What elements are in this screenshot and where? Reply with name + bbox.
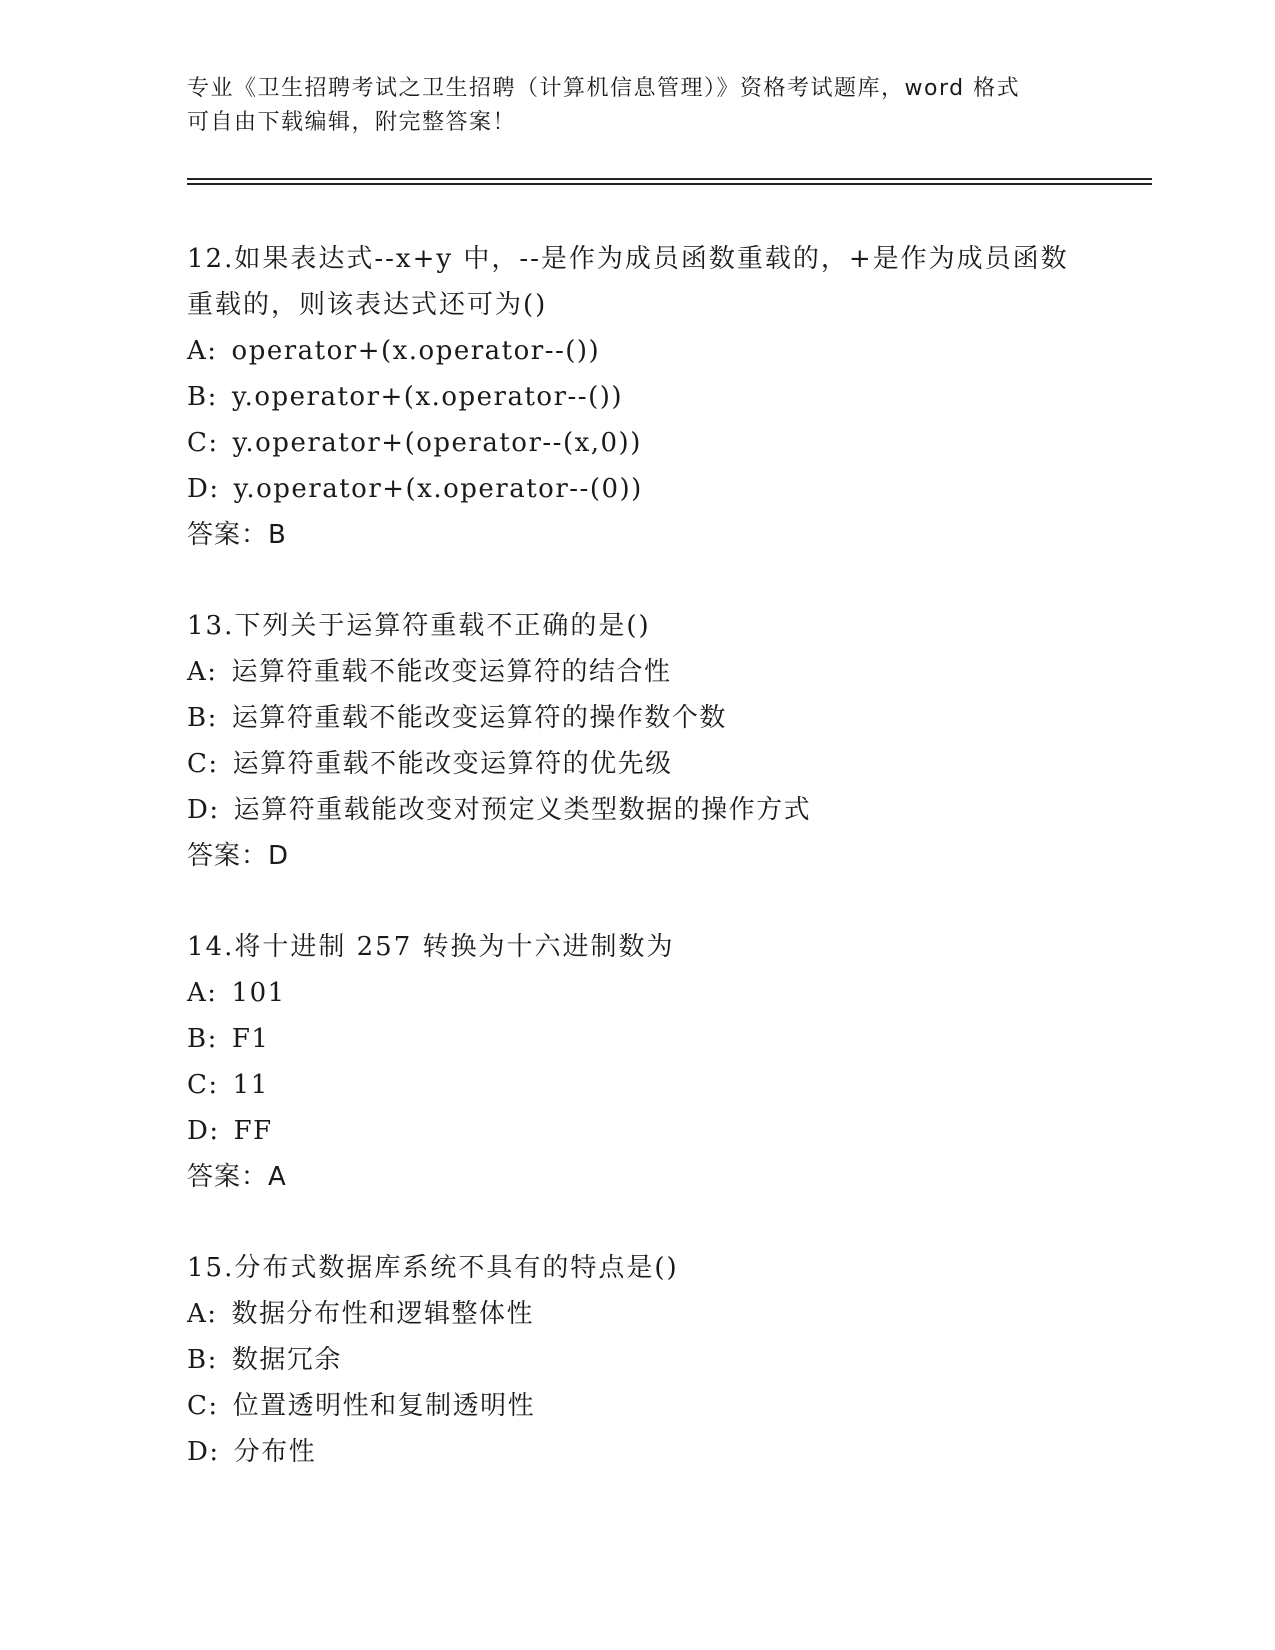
option-letter: A:: [187, 657, 218, 687]
option-b: [187, 1016, 1087, 1062]
option-a: [187, 1291, 1087, 1337]
option-d: [187, 1429, 1087, 1475]
header-divider-bottom: [187, 183, 1152, 185]
question-title: 13.下列关于运算符重载不正确的是(): [187, 611, 651, 641]
option-c: [187, 420, 1087, 466]
option-text: operator+(x.operator--()): [231, 336, 601, 366]
option-b: [187, 374, 1087, 420]
option-text: 数据分布性和逻辑整体性: [231, 1299, 535, 1329]
option-letter: A:: [187, 1299, 218, 1329]
question-14: [187, 924, 1087, 1200]
option-letter: A:: [187, 336, 218, 366]
option-text: 位置透明性和复制透明性: [232, 1391, 536, 1421]
option-letter: D:: [187, 795, 220, 825]
option-text: 分布性: [233, 1437, 317, 1467]
option-text: F1: [231, 1024, 270, 1054]
option-text: y.operator+(operator--(x,0)): [232, 428, 642, 458]
option-letter: C:: [187, 428, 219, 458]
question-title: 15.分布式数据库系统不具有的特点是(): [187, 1253, 679, 1283]
question-13: [187, 603, 1087, 879]
option-a: [187, 649, 1087, 695]
question-title: 14.将十进制 257 转换为十六进制数为: [187, 932, 675, 962]
option-text: y.operator+(x.operator--()): [231, 382, 624, 412]
answer-line: [187, 833, 1087, 879]
option-text: 数据冗余: [231, 1345, 342, 1375]
option-b: [187, 1337, 1087, 1383]
answer-value: D: [268, 841, 290, 871]
answer-label: 答案：: [187, 520, 269, 550]
option-text: y.operator+(x.operator--(0)): [233, 474, 643, 504]
option-c: [187, 741, 1087, 787]
question-12: [187, 236, 1087, 558]
option-c: [187, 1062, 1087, 1108]
option-letter: D:: [187, 1437, 220, 1467]
question-title: 12.如果表达式--x+y 中，--是作为成员函数重载的，+是作为成员函数重载的，则该表达式还可为(): [187, 244, 1069, 320]
option-text: 11: [232, 1070, 269, 1100]
answer-line: [187, 1154, 1087, 1200]
document-header: [187, 72, 1087, 140]
option-letter: D:: [187, 1116, 220, 1146]
option-text: 运算符重载不能改变运算符的操作数个数: [231, 703, 727, 733]
option-d: [187, 1108, 1087, 1154]
option-text: FF: [233, 1116, 273, 1146]
option-letter: C:: [187, 749, 219, 779]
option-letter: C:: [187, 1391, 219, 1421]
option-letter: B:: [187, 1345, 218, 1375]
answer-line: [187, 512, 1087, 558]
option-text: 运算符重载能改变对预定义类型数据的操作方式: [233, 795, 812, 825]
option-d: [187, 466, 1087, 512]
option-d: [187, 787, 1087, 833]
option-letter: B:: [187, 703, 218, 733]
answer-label: 答案：: [187, 1162, 269, 1192]
answer-value: B: [268, 520, 287, 550]
option-b: [187, 695, 1087, 741]
option-letter: B:: [187, 382, 218, 412]
header-line-1: 专业《卫生招聘考试之卫生招聘（计算机信息管理）》资格考试题库，word 格式: [187, 76, 1021, 101]
answer-label: 答案：: [187, 841, 269, 871]
question-list: [187, 236, 1087, 1520]
question-15: [187, 1245, 1087, 1475]
option-a: [187, 970, 1087, 1016]
option-letter: D:: [187, 474, 220, 504]
header-divider-top: [187, 178, 1152, 180]
answer-value: A: [268, 1162, 287, 1192]
option-c: [187, 1383, 1087, 1429]
option-letter: C:: [187, 1070, 219, 1100]
option-letter: A:: [187, 978, 218, 1008]
option-text: 101: [231, 978, 286, 1008]
option-a: [187, 328, 1087, 374]
option-letter: B:: [187, 1024, 218, 1054]
option-text: 运算符重载不能改变运算符的结合性: [231, 657, 672, 687]
header-line-2: 可自由下载编辑，附完整答案！: [187, 110, 517, 135]
option-text: 运算符重载不能改变运算符的优先级: [232, 749, 673, 779]
